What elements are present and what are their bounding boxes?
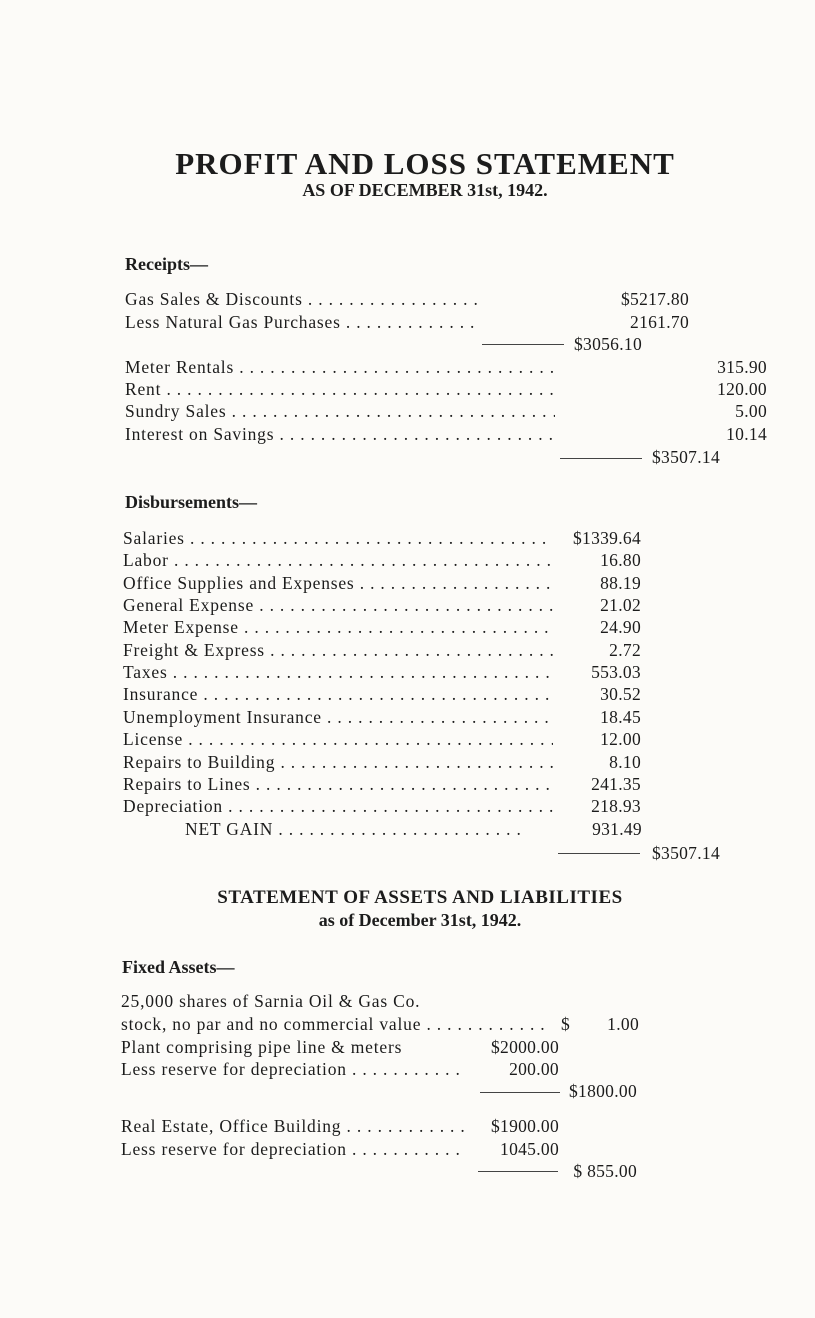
disbursement-label: Office Supplies and Expenses . . . (123, 572, 553, 594)
receipt-row-natural-gas: Less Natural Gas Purchases . . . 2161.70 (125, 311, 595, 333)
receipts-heading: Receipts— (125, 254, 208, 274)
disbursement-amount: 8.10 (609, 751, 641, 772)
page-title: PROFIT AND LOSS STATEMENT (175, 146, 675, 181)
receipt-row-sundry-sales: Sundry Sales . . . 5.00 (125, 400, 645, 422)
shares-line2: stock, no par and no commercial value . . . $ 1.00 (121, 1013, 641, 1035)
disbursements-total: $3507.14 (651, 843, 720, 863)
real-estate-total-rule (478, 1171, 558, 1172)
shares-line1: 25,000 shares of Sarnia Oil & Gas Co. (121, 991, 421, 1011)
real-estate-reserve-row: Less reserve for depreciation . . . 1045.00 (121, 1138, 601, 1160)
disbursement-row (123, 706, 643, 728)
disbursement-row (123, 639, 643, 661)
receipt-row-meter-rentals: Meter Rentals . . . 315.90 (125, 356, 645, 378)
disbursement-label: Repairs to Lines . . . (123, 773, 553, 795)
disbursement-label: Labor . . . (123, 549, 553, 571)
disbursements-total-rule (558, 853, 640, 854)
plant-reserve-row: Less reserve for depreciation . . . 200.00 (121, 1058, 601, 1080)
disbursement-row (123, 773, 643, 795)
real-estate-row: Real Estate, Office Building . . . $1900.00 (121, 1115, 601, 1137)
receipt-row-interest: Interest on Savings . . . 10.14 (125, 423, 645, 445)
disbursement-label: General Expense . . . (123, 594, 553, 616)
disbursement-label: Salaries . . . (123, 527, 553, 549)
disbursement-row (123, 616, 643, 638)
disbursement-label: Meter Expense . . . (123, 616, 553, 638)
disbursement-label: Depreciation . . . (123, 795, 553, 817)
disbursement-row (123, 527, 643, 549)
disbursement-row (123, 549, 643, 571)
disbursement-amount: 218.93 (591, 796, 641, 817)
net-gain-row: NET GAIN . . . 931.49 (185, 818, 645, 840)
disbursement-amount: 553.03 (591, 662, 641, 683)
disbursement-amount: 88.19 (600, 572, 641, 593)
disbursement-amount: 18.45 (600, 706, 641, 727)
receipt-row-rent: Rent . . . 120.00 (125, 378, 645, 400)
disbursement-row (123, 795, 643, 817)
plant-total: $1800.00 (568, 1081, 637, 1101)
disbursement-label: License . . . (123, 728, 553, 750)
fixed-assets-heading: Fixed Assets— (122, 957, 235, 977)
disbursement-row (123, 572, 643, 594)
disbursement-row (123, 683, 643, 705)
disbursement-amount: 12.00 (600, 729, 641, 750)
disbursement-label: Taxes . . . (123, 661, 553, 683)
disbursement-row (123, 728, 643, 750)
net-gas-total: $3056.10 (573, 334, 642, 354)
disbursement-amount: 21.02 (600, 595, 641, 616)
disbursement-amount: 2.72 (609, 639, 641, 660)
disbursements-heading: Disbursements— (125, 492, 258, 512)
page-subtitle: AS OF DECEMBER 31st, 1942. (302, 180, 548, 200)
disbursement-amount: 16.80 (600, 550, 641, 571)
disbursement-amount: $1339.64 (572, 528, 641, 548)
disbursement-row (123, 661, 643, 683)
disbursement-amount: 241.35 (591, 773, 641, 794)
subtotal-rule (482, 344, 564, 345)
receipt-row-gas-sales: Gas Sales & Discounts . . . $5217.80 (125, 288, 595, 310)
disbursement-label: Unemployment Insurance . . . (123, 706, 553, 728)
disbursement-row (123, 594, 643, 616)
assets-heading: STATEMENT OF ASSETS AND LIABILITIES (217, 887, 623, 908)
plant-row: Plant comprising pipe line & meters $2000.00 (121, 1037, 559, 1057)
plant-total-rule (480, 1092, 560, 1093)
disbursement-row (123, 751, 643, 773)
receipts-total-rule (560, 458, 642, 459)
disbursement-amount: 24.90 (600, 617, 641, 638)
receipts-total: $3507.14 (651, 447, 720, 467)
disbursement-amount: 30.52 (600, 684, 641, 705)
assets-subheading: as of December 31st, 1942. (318, 910, 522, 930)
disbursement-label: Repairs to Building . . . (123, 751, 553, 773)
disbursement-label: Freight & Express . . . (123, 639, 553, 661)
real-estate-total: $ 855.00 (573, 1161, 637, 1181)
disbursement-label: Insurance . . . (123, 683, 553, 705)
